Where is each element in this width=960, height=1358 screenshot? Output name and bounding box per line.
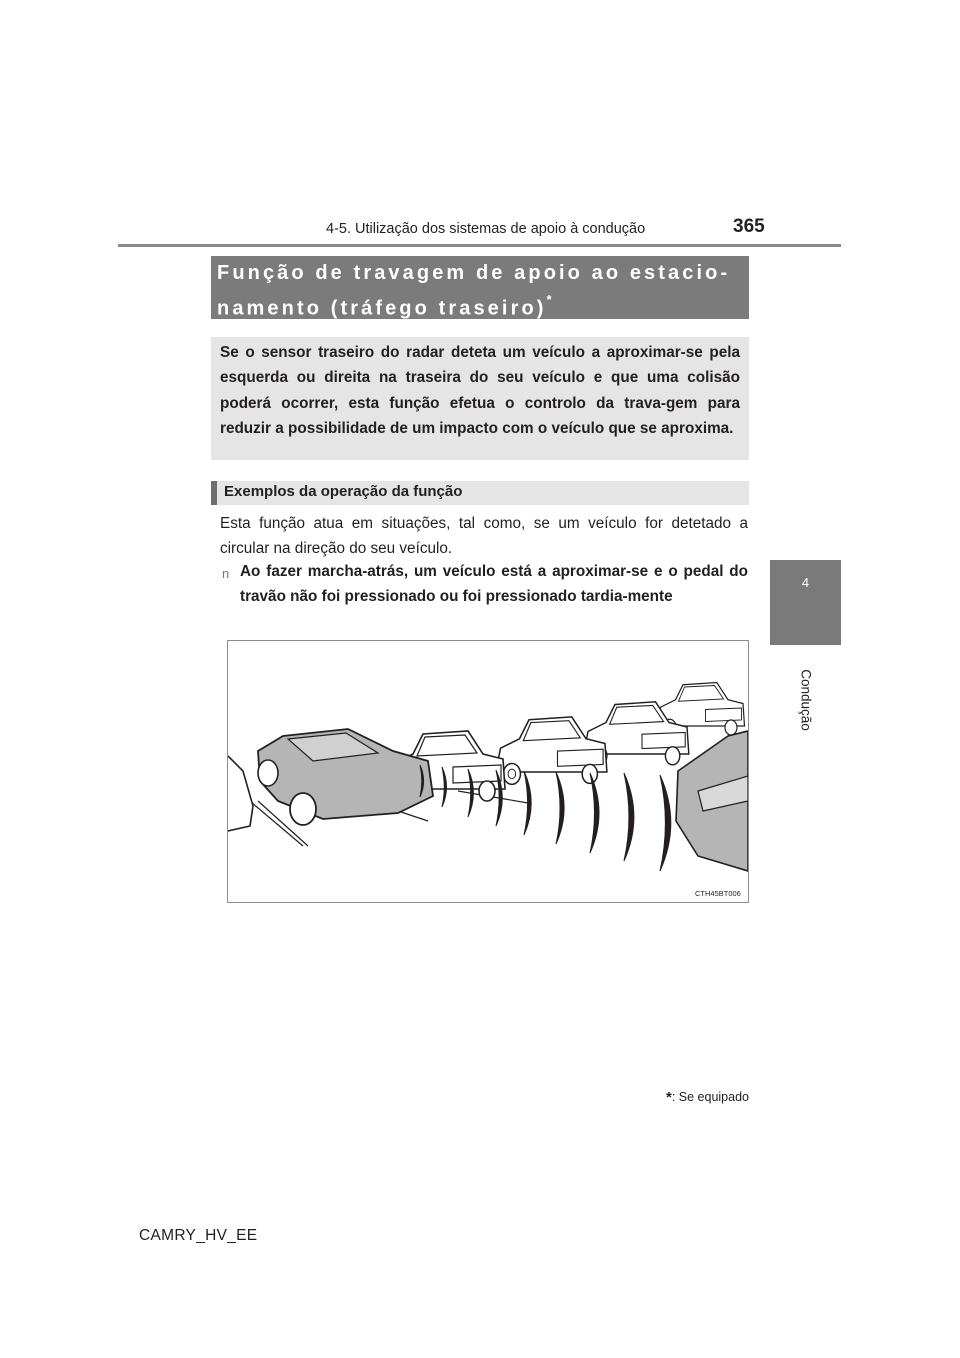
car-outline — [453, 765, 501, 783]
own-car-wheel — [258, 760, 278, 786]
footnote — [666, 1088, 749, 1105]
section-title-line1: Função de travagem de apoio ao estacio- — [217, 262, 731, 284]
car-outline — [706, 708, 742, 722]
bullet-text: Ao fazer marcha-atrás, um veículo está a aproximar-se e o pedal do travão não foi pressionado ou foi pressionado tardia-mente — [240, 563, 748, 605]
car-outline — [558, 749, 604, 766]
subheading-accent — [211, 481, 217, 505]
radar-wave-arc — [556, 772, 564, 844]
equipped-mark: * — [546, 292, 552, 307]
intro-text: Se o sensor traseiro do radar deteta um veículo a aproximar-se pela esquerda ou direita na traseira do seu veículo e que uma colisão poderá ocorrer, esta função efetua o controlo da trava-gem para reduzir a possibilidade de um impacto com o veículo que se aproxima. — [220, 344, 740, 438]
bullet-marker: n — [222, 566, 230, 581]
subheading: Exemplos da operação da função — [224, 483, 463, 500]
page-number: 365 — [733, 216, 765, 237]
section-title-line2: namento (tráfego traseiro) — [217, 297, 547, 320]
footnote-mark: * — [666, 1089, 672, 1106]
figure-code: CTH45BT006 — [695, 889, 741, 898]
illustration-figure — [227, 640, 749, 903]
own-car-wheel — [290, 793, 316, 825]
car-outline — [725, 720, 737, 735]
running-header-section: 4-5. Utilização dos sistemas de apoio à condução — [326, 221, 646, 237]
radar-wave-arc — [660, 775, 671, 871]
edge-car — [228, 756, 253, 831]
car-outline — [642, 732, 685, 748]
car-outline — [665, 747, 679, 765]
header-rule — [118, 244, 841, 247]
chapter-tab — [770, 560, 841, 645]
body-paragraph: Esta função atua em situações, tal como, se um veículo for detetado a circular na direção do seu veículo. — [220, 515, 748, 557]
parking-illustration — [228, 641, 748, 902]
car-outline — [503, 763, 520, 784]
footnote-text: : Se equipado — [671, 1090, 749, 1104]
chapter-label — [786, 655, 826, 745]
car-outline — [479, 781, 495, 801]
radar-wave-arc — [590, 773, 599, 853]
chapter-label-text: Condução — [798, 669, 814, 731]
section-title — [217, 259, 747, 324]
model-code: CAMRY_HV_EE — [139, 1227, 258, 1244]
radar-wave-arc — [624, 773, 634, 861]
chapter-number: 4 — [801, 575, 810, 590]
own-vehicle — [258, 729, 433, 825]
